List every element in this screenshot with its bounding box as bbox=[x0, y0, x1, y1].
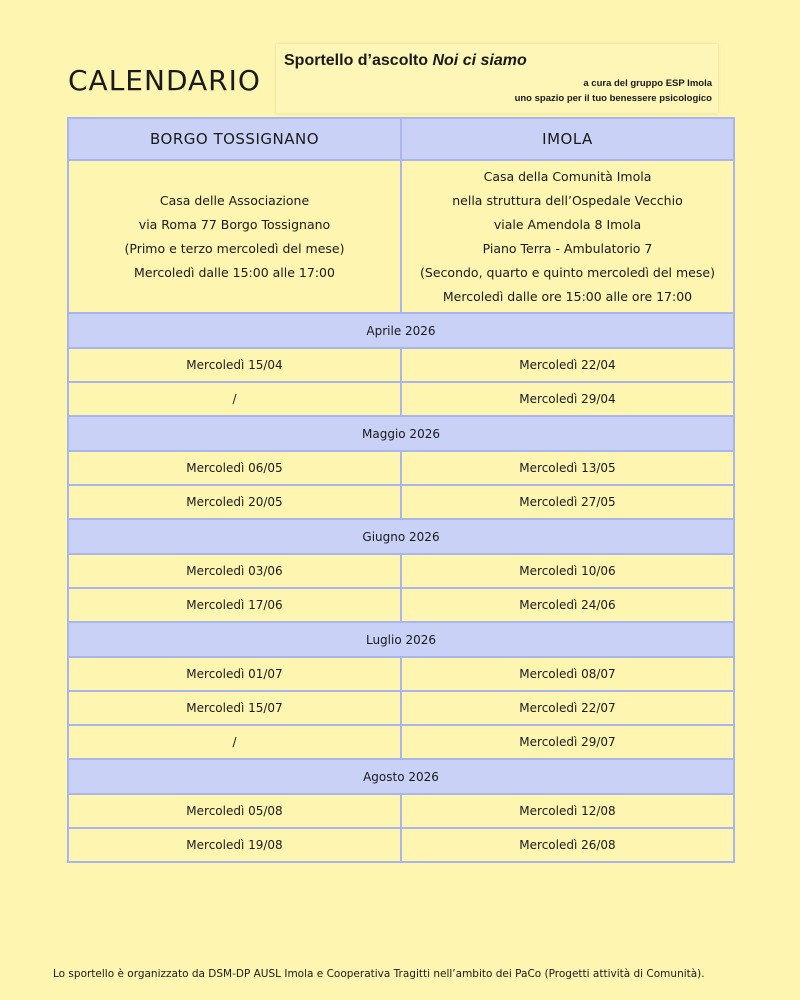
date-borgo-tossignano: Mercoledì 15/07 bbox=[68, 691, 401, 725]
month-row bbox=[68, 313, 734, 348]
date-borgo-tossignano: / bbox=[68, 725, 401, 759]
date-row bbox=[68, 725, 734, 759]
date-borgo-tossignano: Mercoledì 06/05 bbox=[68, 451, 401, 485]
date-row bbox=[68, 794, 734, 828]
location-line: nella struttura dell’Ospedale Vecchio bbox=[452, 192, 683, 208]
date-borgo-tossignano: Mercoledì 03/06 bbox=[68, 554, 401, 588]
date-imola: Mercoledì 27/05 bbox=[401, 485, 734, 519]
month-label: Agosto 2026 bbox=[68, 759, 734, 794]
date-row bbox=[68, 588, 734, 622]
column-header-imola: IMOLA bbox=[401, 118, 734, 160]
column-header-row bbox=[68, 118, 734, 160]
date-borgo-tossignano: Mercoledì 05/08 bbox=[68, 794, 401, 828]
date-imola: Mercoledì 08/07 bbox=[401, 657, 734, 691]
column-header-borgo-tossignano: BORGO TOSSIGNANO bbox=[68, 118, 401, 160]
month-row bbox=[68, 416, 734, 451]
date-borgo-tossignano: Mercoledì 17/06 bbox=[68, 588, 401, 622]
date-row bbox=[68, 691, 734, 725]
date-borgo-tossignano: / bbox=[68, 382, 401, 416]
month-row bbox=[68, 519, 734, 554]
service-name-prefix: Sportello d’ascolto bbox=[284, 52, 433, 69]
month-label: Luglio 2026 bbox=[68, 622, 734, 657]
date-imola: Mercoledì 10/06 bbox=[401, 554, 734, 588]
date-borgo-tossignano: Mercoledì 01/07 bbox=[68, 657, 401, 691]
location-line: Casa delle Associazione bbox=[159, 192, 310, 208]
month-label: Aprile 2026 bbox=[68, 313, 734, 348]
service-info-box bbox=[276, 44, 718, 113]
service-curator: a cura del gruppo ESP Imola bbox=[583, 78, 712, 89]
date-imola: Mercoledì 22/04 bbox=[401, 348, 734, 382]
calendar-table bbox=[67, 117, 735, 863]
date-imola: Mercoledì 29/07 bbox=[401, 725, 734, 759]
date-row bbox=[68, 554, 734, 588]
date-borgo-tossignano: Mercoledì 20/05 bbox=[68, 485, 401, 519]
month-label: Giugno 2026 bbox=[68, 519, 734, 554]
date-row bbox=[68, 348, 734, 382]
date-imola: Mercoledì 12/08 bbox=[401, 794, 734, 828]
date-borgo-tossignano: Mercoledì 19/08 bbox=[68, 828, 401, 862]
month-row bbox=[68, 622, 734, 657]
service-name-italic: Noi ci siamo bbox=[432, 52, 527, 69]
date-imola: Mercoledì 24/06 bbox=[401, 588, 734, 622]
date-imola: Mercoledì 26/08 bbox=[401, 828, 734, 862]
date-imola: Mercoledì 13/05 bbox=[401, 451, 734, 485]
date-imola: Mercoledì 22/07 bbox=[401, 691, 734, 725]
location-row bbox=[68, 160, 734, 313]
date-row bbox=[68, 828, 734, 862]
location-imola bbox=[401, 160, 734, 313]
location-line: Mercoledì dalle ore 15:00 alle ore 17:00 bbox=[442, 288, 693, 304]
month-row bbox=[68, 759, 734, 794]
location-line: via Roma 77 Borgo Tossignano bbox=[138, 216, 331, 232]
location-line: viale Amendola 8 Imola bbox=[493, 216, 642, 232]
date-row bbox=[68, 485, 734, 519]
location-line: Mercoledì dalle 15:00 alle 17:00 bbox=[134, 264, 335, 280]
service-tagline: uno spazio per il tuo benessere psicologico bbox=[514, 93, 712, 104]
footer-note: Lo sportello è organizzato da DSM-DP AUSL Imola e Cooperativa Tragitti nell’ambito dei PaCo (Progetti attività di Comunità). bbox=[53, 968, 705, 980]
page-title: CALENDARIO bbox=[68, 64, 261, 97]
location-line: (Primo e terzo mercoledì del mese) bbox=[124, 240, 345, 256]
location-line: (Secondo, quarto e quinto mercoledì del mese) bbox=[420, 264, 715, 280]
location-line: Casa della Comunità Imola bbox=[483, 168, 652, 184]
date-row bbox=[68, 657, 734, 691]
month-label: Maggio 2026 bbox=[68, 416, 734, 451]
date-row bbox=[68, 382, 734, 416]
service-name bbox=[284, 52, 527, 70]
date-row bbox=[68, 451, 734, 485]
location-borgo-tossignano bbox=[68, 160, 401, 313]
date-imola: Mercoledì 29/04 bbox=[401, 382, 734, 416]
location-line: Piano Terra - Ambulatorio 7 bbox=[482, 240, 653, 256]
date-borgo-tossignano: Mercoledì 15/04 bbox=[68, 348, 401, 382]
